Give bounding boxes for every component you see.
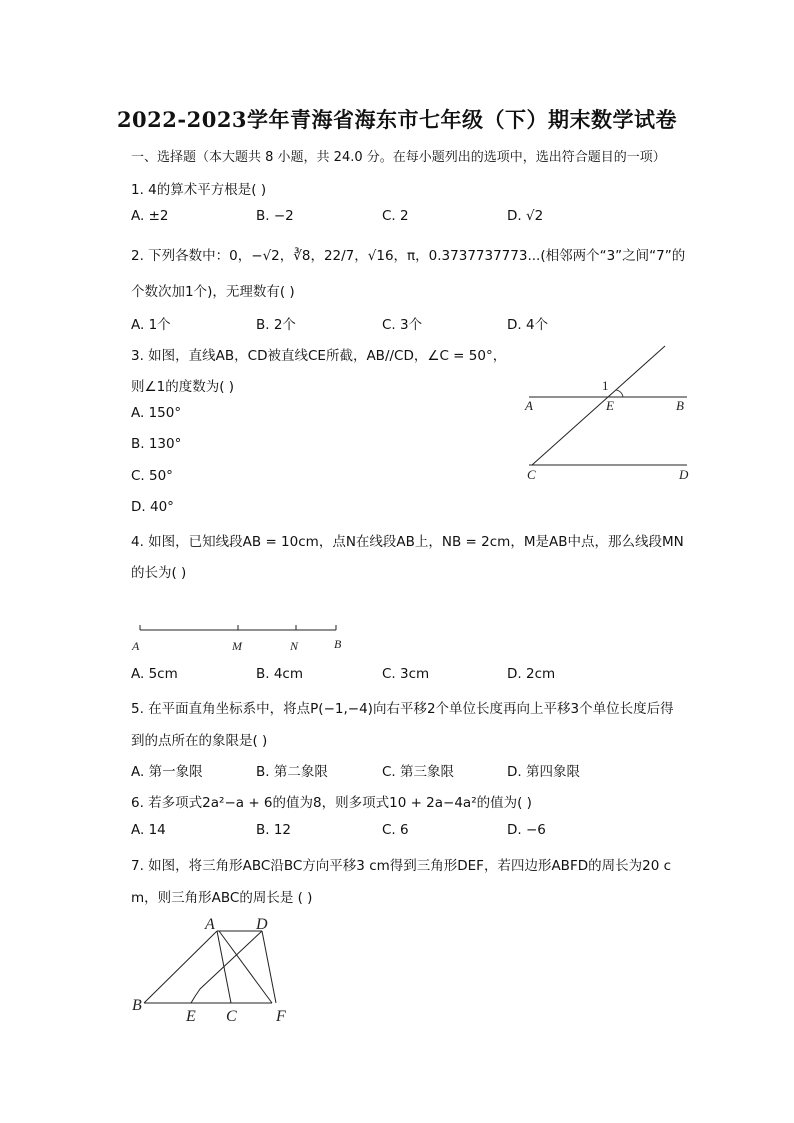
q4-option-b: B. 4cm [256,666,304,682]
q2-option-b: B. 2个 [256,317,296,333]
label-a: A [525,398,533,413]
label-b: B [676,398,684,413]
label-a: A [132,639,140,653]
label-f: F [276,1008,286,1025]
q5-option-c: C. 第三象限 [382,764,455,780]
q5-stem-line2: 到的点所在的象限是( ) [131,733,268,749]
q4-figure [130,620,360,656]
q4-option-a: A. 5cm [131,666,178,682]
q3-stem-line1: 3. 如图，直线AB，CD被直线CE所截，AB//CD，∠C = 50°， [131,348,507,364]
q2-option-d: D. 4个 [507,317,549,333]
q1-stem: 1. 4的算术平方根是( ) [131,182,267,198]
label-e: E [186,1008,196,1025]
q1-option-a: A. ±2 [131,208,169,224]
q6-option-d: D. −6 [507,822,546,838]
q2-stem-line1: 2. 下列各数中：0，−√2，∛8，22/7，√16，π，0.3737737773...(相邻两个“3”之间“7”的 [131,248,686,264]
label-d: D [256,916,268,933]
label-b: B [132,997,142,1014]
line-ce [532,346,665,465]
label-b: B [334,637,342,651]
q3-option-a: A. 150° [131,405,182,421]
q2-option-c: C. 3个 [382,317,423,333]
q4-stem-line1: 4. 如图，已知线段AB = 10cm，点N在线段AB上，NB = 2cm，M是AB中点，那么线段MN [131,534,684,550]
label-n: N [290,639,299,653]
label-angle-1: 1 [602,378,609,393]
q1-option-d: D. √2 [507,208,544,224]
label-a: A [205,916,215,933]
q3-figure [515,340,700,485]
q3-option-c: C. 50° [131,468,173,484]
q6-option-b: B. 12 [256,822,292,838]
q4-option-c: C. 3cm [382,666,430,682]
angle-1-arc [616,390,623,397]
q7-stem-line2: m，则三角形ABC的周长是 ( ) [131,890,313,906]
q3-option-d: D. 40° [131,499,174,515]
label-d: D [679,467,689,482]
q5-option-b: B. 第二象限 [256,764,328,780]
q1-option-b: B. −2 [256,208,294,224]
q7-figure [125,910,300,1028]
label-m: M [232,639,242,653]
q3-option-b: B. 130° [131,436,182,452]
q3-stem-line2: 则∠1的度数为( ) [131,379,235,395]
q4-option-d: D. 2cm [507,666,556,682]
q6-stem: 6. 若多项式2a²−a + 6的值为8，则多项式10 + 2a−4a²的值为( ) [131,795,532,811]
line-ab [144,931,217,1003]
label-c: C [226,1008,237,1025]
q5-stem-line1: 5. 在平面直角坐标系中，将点P(−1,−4)向右平移2个单位长度再向上平移3个单位长度后得 [131,701,674,717]
section-heading: 一、选择题（本大题共 8 小题，共 24.0 分。在每小题列出的选项中，选出符合题目的一项） [131,150,666,165]
q5-option-a: A. 第一象限 [131,764,203,780]
q2-option-a: A. 1个 [131,317,171,333]
page-title: 2022-2023学年青海省海东市七年级（下）期末数学试卷 [116,107,678,132]
q5-option-d: D. 第四象限 [507,764,580,780]
q1-option-c: C. 2 [382,208,409,224]
q4-stem-line2: 的长为( ) [131,565,187,581]
q6-option-a: A. 14 [131,822,166,838]
label-c: C [527,467,536,482]
q2-stem-line2: 个数次加1个)，无理数有( ) [131,284,295,300]
q7-stem-line1: 7. 如图，将三角形ABC沿BC方向平移3 cm得到三角形DEF，若四边形ABFD的周长为20 c [131,858,671,874]
label-e: E [606,398,614,413]
q6-option-c: C. 6 [382,822,409,838]
